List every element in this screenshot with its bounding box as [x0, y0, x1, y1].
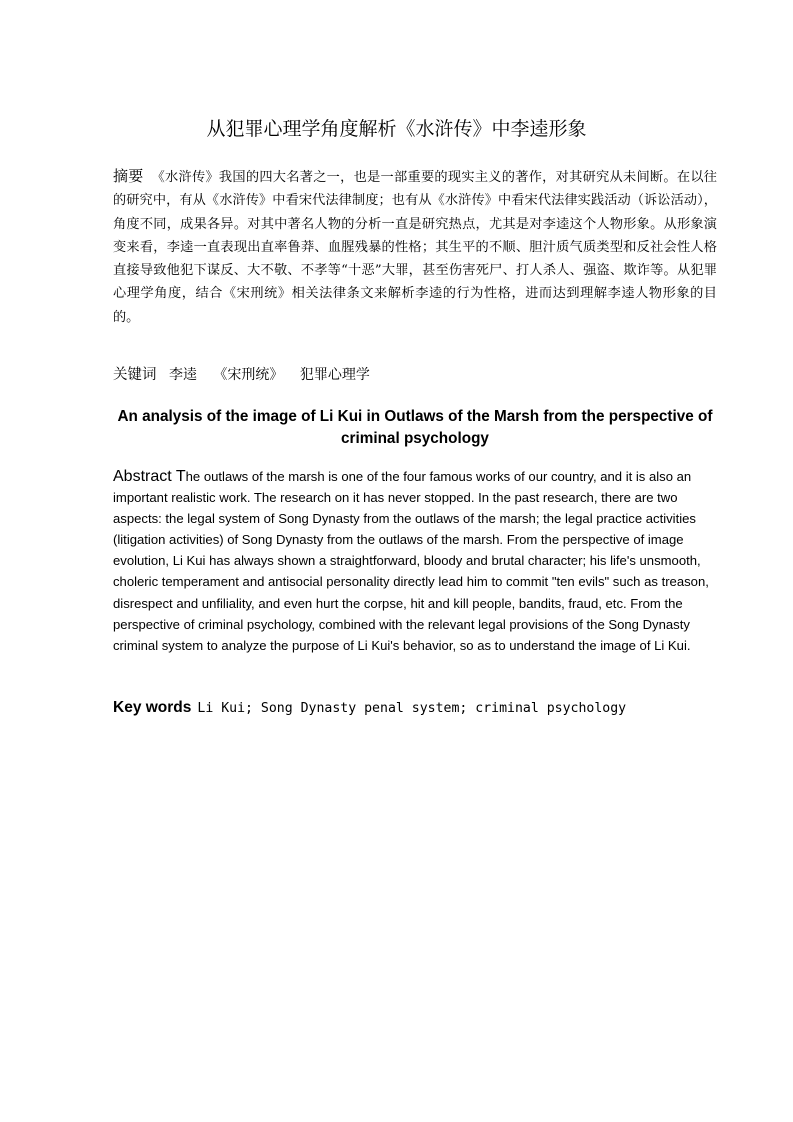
chinese-abstract-text: 《水浒传》我国的四大名著之一，也是一部重要的现实主义的著作，对其研究从未间断。在以往的研究中，有从《水浒传》中看宋代法律制度；也有从《水浒传》中看宋代法律实践活动（诉讼活动），角度不同，成果各异。对其中著名人物的分析一直是研究热点，尤其是对李逵这个人物形象。从形象演变来看，李逵一直表现出直率鲁莽、血腥残暴的性格；其生平的不顺、胆汁质气质类型和反社会性人格直接导致他犯下谋反、大不敬、不孝等“十恶”大罪，甚至伤害死尸、打人杀人、强盗、欺诈等。从犯罪心理学角度，结合《宋刑统》相关法律条文来解析李逵的行为性格，进而达到理解李逵人物形象的目的。 [113, 170, 717, 325]
chinese-keyword: 李逵 [168, 367, 197, 383]
chinese-abstract-label: 摘要 [113, 167, 144, 185]
chinese-abstract [113, 165, 717, 329]
english-keywords-text: Li Kui; Song Dynasty penal system; criminal psychology [197, 701, 627, 716]
english-abstract-label: Abstract [113, 468, 176, 485]
english-title: An analysis of the image of Li Kui in Outlaws of the Marsh from the perspective of criminal psychology [117, 408, 713, 447]
chinese-keywords-label: 关键词 [113, 367, 157, 383]
chinese-keyword: 犯罪心理学 [299, 367, 370, 383]
chinese-keyword: 《宋刑统》 [213, 367, 284, 383]
english-abstract [113, 466, 719, 656]
english-keywords [113, 696, 719, 720]
chinese-title: 从犯罪心理学角度解析《水浒传》中李逵形象 [206, 118, 587, 140]
english-abstract-initial: T [175, 468, 186, 485]
chinese-keywords [113, 364, 717, 386]
english-abstract-text: he outlaws of the marsh is one of the four famous works of our country, and it is also an important realistic work. The research on it has never stopped. In the past research, there are two aspects: the legal system of Song Dynasty from the outlaws of the marsh; the legal practice activities (litigation activities) of Song Dynasty from the outlaws of the marsh. From the perspective of image evolution, Li Kui has always shown a straightforward, bloody and brutal character; his life's unsmooth, choleric temperament and antisocial personality directly lead him to commit "ten evils" such as treason, disrespect and unfiliality, and even hurt the corpse, hit and kill people, bandits, fraud, etc. From the perspective of criminal psychology, combined with the relevant legal provisions of the Song Dynasty criminal system to analyze the purpose of Li Kui's behavior, so as to understand the image of Li Kui. [113, 469, 709, 653]
english-keywords-label: Key words [113, 699, 192, 716]
